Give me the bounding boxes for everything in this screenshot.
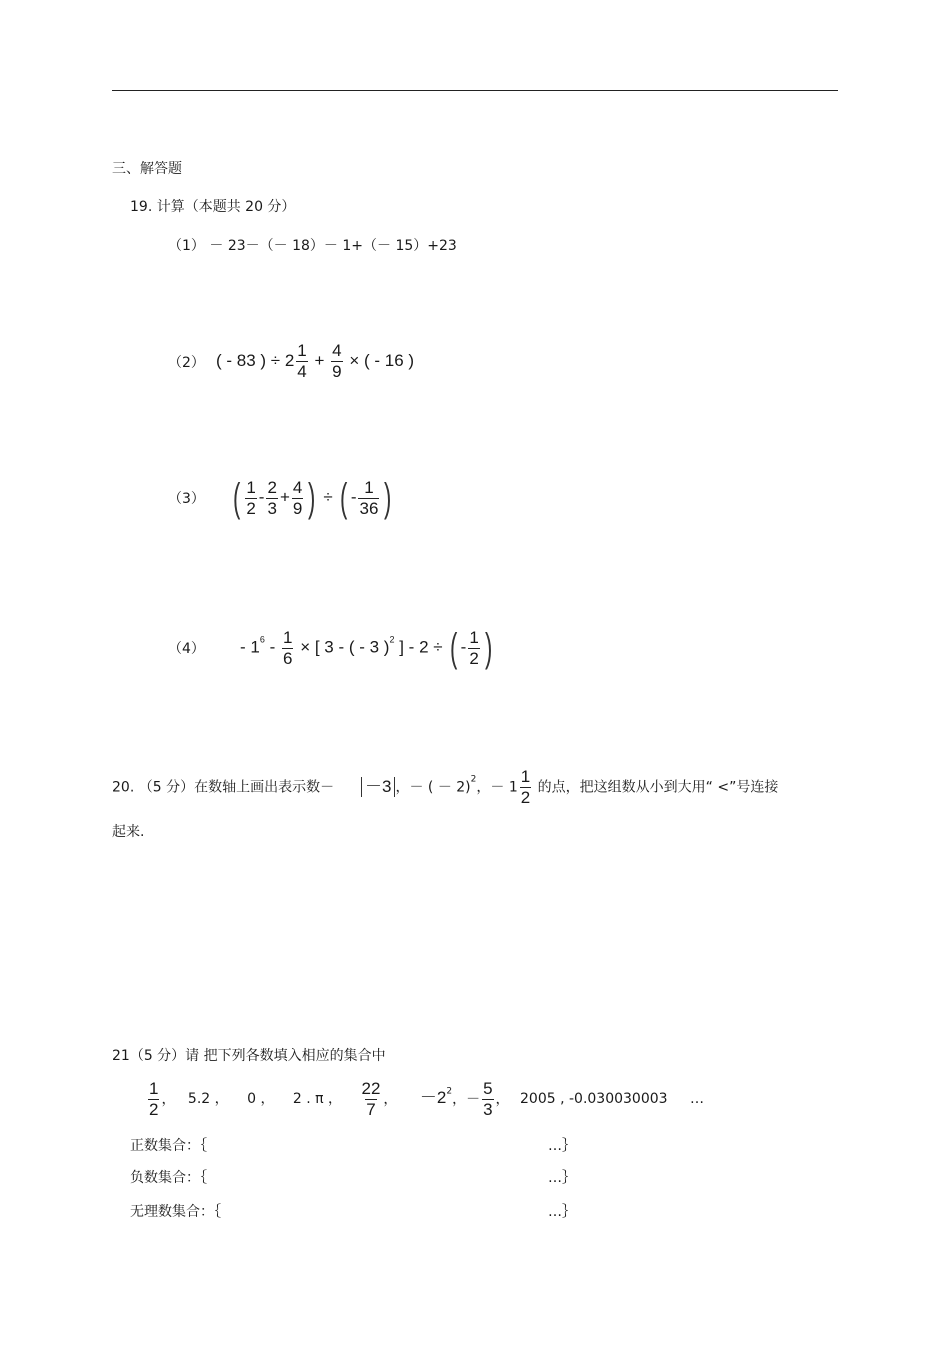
q19-part4-pre: - 1 <box>240 637 260 657</box>
minus-sign: - <box>269 637 276 657</box>
q19-part2-label: （2） <box>168 355 205 371</box>
q19-part1-label: （1） <box>168 238 205 254</box>
q19-part2-plus: + <box>314 350 325 370</box>
q21-number-list <box>146 1080 704 1119</box>
absolute-value: －3 <box>361 777 395 797</box>
fraction-1-6: $\frac{1}{6}$ <box>283 627 293 668</box>
q19-part2-post: × ( - 16 ) <box>349 350 415 370</box>
negative-sign: - <box>350 487 357 507</box>
number-0: 0 ， <box>247 1091 275 1108</box>
right-paren-icon: ) <box>484 626 493 670</box>
set-irrational-label: 无理数集合：｛ <box>130 1204 221 1220</box>
fraction-1-2: $\frac{1}{2}$ <box>520 767 531 807</box>
fraction-4-9: $\frac{4}{9}$ <box>332 341 342 381</box>
q19-part3-expr <box>230 478 395 518</box>
fraction-4-9: $\frac{4}{9}$ <box>292 477 303 518</box>
fraction-5-3: $\frac{5}{3}$ <box>483 1079 493 1119</box>
exponent: 2 <box>389 634 395 645</box>
left-paren-icon: ( <box>450 626 458 670</box>
q19-part3-label: （3） <box>168 491 205 507</box>
set-positive-end: …｝ <box>548 1138 576 1154</box>
q21-heading: 21（5 分）请 把下列各数填入相应的集合中 <box>112 1048 386 1064</box>
separator: ， <box>383 1091 398 1108</box>
set-irrational-end: …｝ <box>548 1204 576 1220</box>
negative-sign: - <box>460 637 467 657</box>
fraction-1-36: $\frac{1}{36}$ <box>359 477 379 518</box>
set-negative-end: …｝ <box>548 1170 576 1186</box>
fraction-1-2: $\frac{1}{2}$ <box>469 627 479 668</box>
fraction-1-4: $\frac{1}{4}$ <box>297 341 307 381</box>
minus-sign: - <box>258 487 265 507</box>
exponent: 2 <box>446 1086 453 1097</box>
q19-part4-label: （4） <box>168 641 205 657</box>
set-negative-label: 负数集合：｛ <box>130 1170 207 1186</box>
q19-part4-mid: × [ 3 - ( - 3 ) <box>300 637 390 657</box>
number-5-2: 5.2 ， <box>187 1091 229 1108</box>
exponent: 2 <box>470 774 477 785</box>
separator: ， <box>161 1091 176 1108</box>
fraction-22-7: $\frac{22}{7}$ <box>361 1079 381 1119</box>
q20-term3: ，－ 1 <box>476 779 518 796</box>
fraction-1-2: $\frac{1}{2}$ <box>246 477 256 518</box>
separator: ， <box>495 1091 510 1108</box>
set-positive-label: 正数集合：｛ <box>130 1138 207 1154</box>
separator: ，－ <box>452 1091 481 1108</box>
fraction-1-2: $\frac{1}{2}$ <box>149 1079 159 1119</box>
left-paren-icon: ( <box>232 476 241 520</box>
number-neg-2-sq: －2 <box>419 1088 447 1108</box>
q19-part1-expr: － 23－（－ 18）－ 1+（－ 15）+23 <box>209 238 457 254</box>
number-2pi: 2 . π ， <box>292 1091 343 1108</box>
q19-part2-expr <box>216 342 414 381</box>
q20-term2: ，－ ( － 2) <box>395 779 471 796</box>
right-paren-icon: ) <box>384 476 392 520</box>
q19-part2-pre: ( - 83 ) ÷ 2 <box>216 350 295 370</box>
ellipsis: … <box>690 1091 705 1108</box>
divide-sign: ÷ <box>323 487 333 507</box>
number-list-tail: 2005 , -0.030030003 <box>520 1091 668 1108</box>
exponent: 6 <box>259 634 265 645</box>
q20-line2: 起来. <box>112 824 145 840</box>
fraction-2-3: $\frac{2}{3}$ <box>267 477 277 518</box>
section-title: 三、解答题 <box>112 161 182 177</box>
q20-line1 <box>112 768 778 807</box>
q20-lead: 20. （5 分）在数轴上画出表示数－ <box>112 779 335 796</box>
q19-part4-expr <box>240 628 495 668</box>
right-paren-icon: ) <box>308 476 316 520</box>
q19-part1 <box>168 239 457 253</box>
left-paren-icon: ( <box>340 476 348 520</box>
q19-heading: 19. 计算（本题共 20 分） <box>130 199 296 215</box>
header-rule <box>112 90 838 91</box>
q20-tail: 的点，把这组数从小到大用“ <”号连接 <box>537 779 779 796</box>
plus-sign: + <box>279 487 290 507</box>
q19-part4-post: ] - 2 ÷ <box>399 637 443 657</box>
